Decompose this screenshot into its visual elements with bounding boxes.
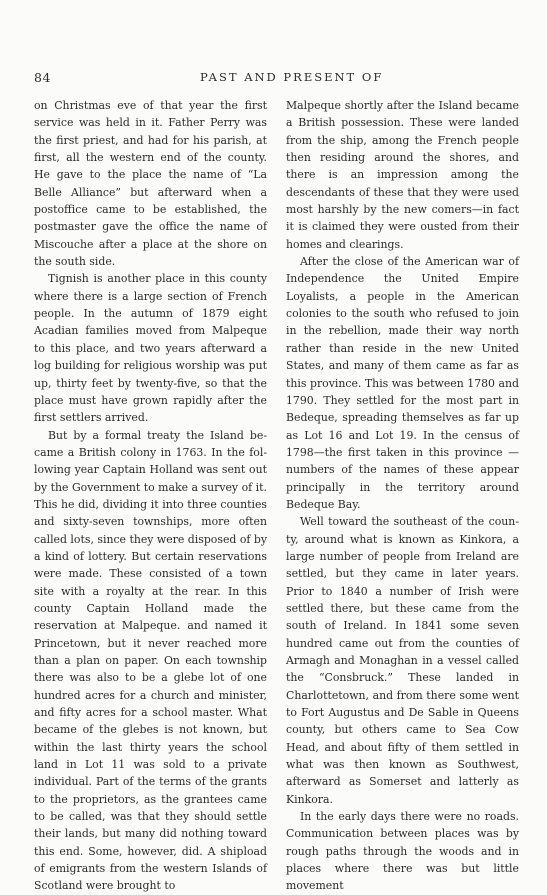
running-title: PAST AND PRESENT OF [200, 70, 384, 84]
paragraph: After the close of the American war of Independence the United Empire Loyalists, a people in the American colonies to the south who refused to join in the rebellion, made their way north rather than reside in the new United States, and many of them came as far as this province. This was between 1780 and 1790. They settled for the most part in Bedeque, spreading themselves as far up as Lot 16 and Lot 19. In the census of 1798—the first taken in this province —numbers of the names of these appear principally in the territory around Bedeque Bay. [286, 255, 519, 511]
paragraph: on Christmas eve of that year the first service was held in it. Father Perry was the first priest, and had for his parish, at first, all the western end of the county. He gave to the place the name of “La Belle Alliance” but afterward when a postoffice came to be established, the postmaster gave the office the name of Miscouche after a place at the shore on the south side. [34, 99, 267, 269]
left-column [34, 97, 267, 895]
page-number: 84 [34, 70, 51, 85]
right-column [286, 97, 519, 895]
paragraph: Tignish is another place in this county where there is a large section of French people. In the autumn of 1879 eight Acadian families moved from Malpeque to this place, and two years afterward a log building for religious worship was put up, thirty feet by twenty-five, so that the place must have grown rapidly after the first settlers arrived. [34, 272, 267, 425]
paragraph: Well toward the southeast of the county, around what is known as Kinkora, a large number of people from Ireland are settled, but they came in later years. Prior to 1840 a number of Irish were settled there, but these came from the south of Ireland. In 1841 some seven hundred came out from the counties of Armagh and Monaghan in a vessel called the “Consbruck.” These landed in Charlottetown, and from there some went to Fort Augustus and De Sable in Queens county, but others came to Sea Cow Head, and about fifty of them settled in what was then known as Southwest, afterward as Somerset and latterly as Kinkora. [286, 515, 519, 806]
page-header [0, 70, 547, 90]
paragraph: Malpeque shortly after the Island became a British possession. These were landed from the ship, among the French people then residing around the shores, and there is an impression among the descendants of these that they were used most harshly by the new comers—in fact it is claimed they were ousted from their homes and clearings. [286, 99, 519, 251]
paragraph: In the early days there were no roads. Communication between places was by rough paths through the woods and in places where there was but little movement [286, 810, 519, 893]
paragraph: But by a formal treaty the Island became a British colony in 1763. In the following year Captain Holland was sent out by the Government to make a survey of it. This he did, dividing it into three counties and sixty-seven townships, more often called lots, since they were disposed of by a kind of lottery. But certain reservations were made. These consisted of a town site with a royalty at the rear. In this county Captain Holland made the reservation at Malpeque. and named it Princetown, but it never reached more than a plan on paper. On each township there was also to be a glebe lot of one hundred acres for a church and minister, and fifty acres for a school master. What became of the glebes is not known, but within the last thirty years the school land in Lot 11 was sold to a private individual. Part of the terms of the grants to the proprietors, as the grantees came to be called, was that they should settle their lands, but many did nothing toward this end. Some, however, did. A shipload of emigrants from the western Islands of Scotland were brought to [34, 428, 268, 893]
